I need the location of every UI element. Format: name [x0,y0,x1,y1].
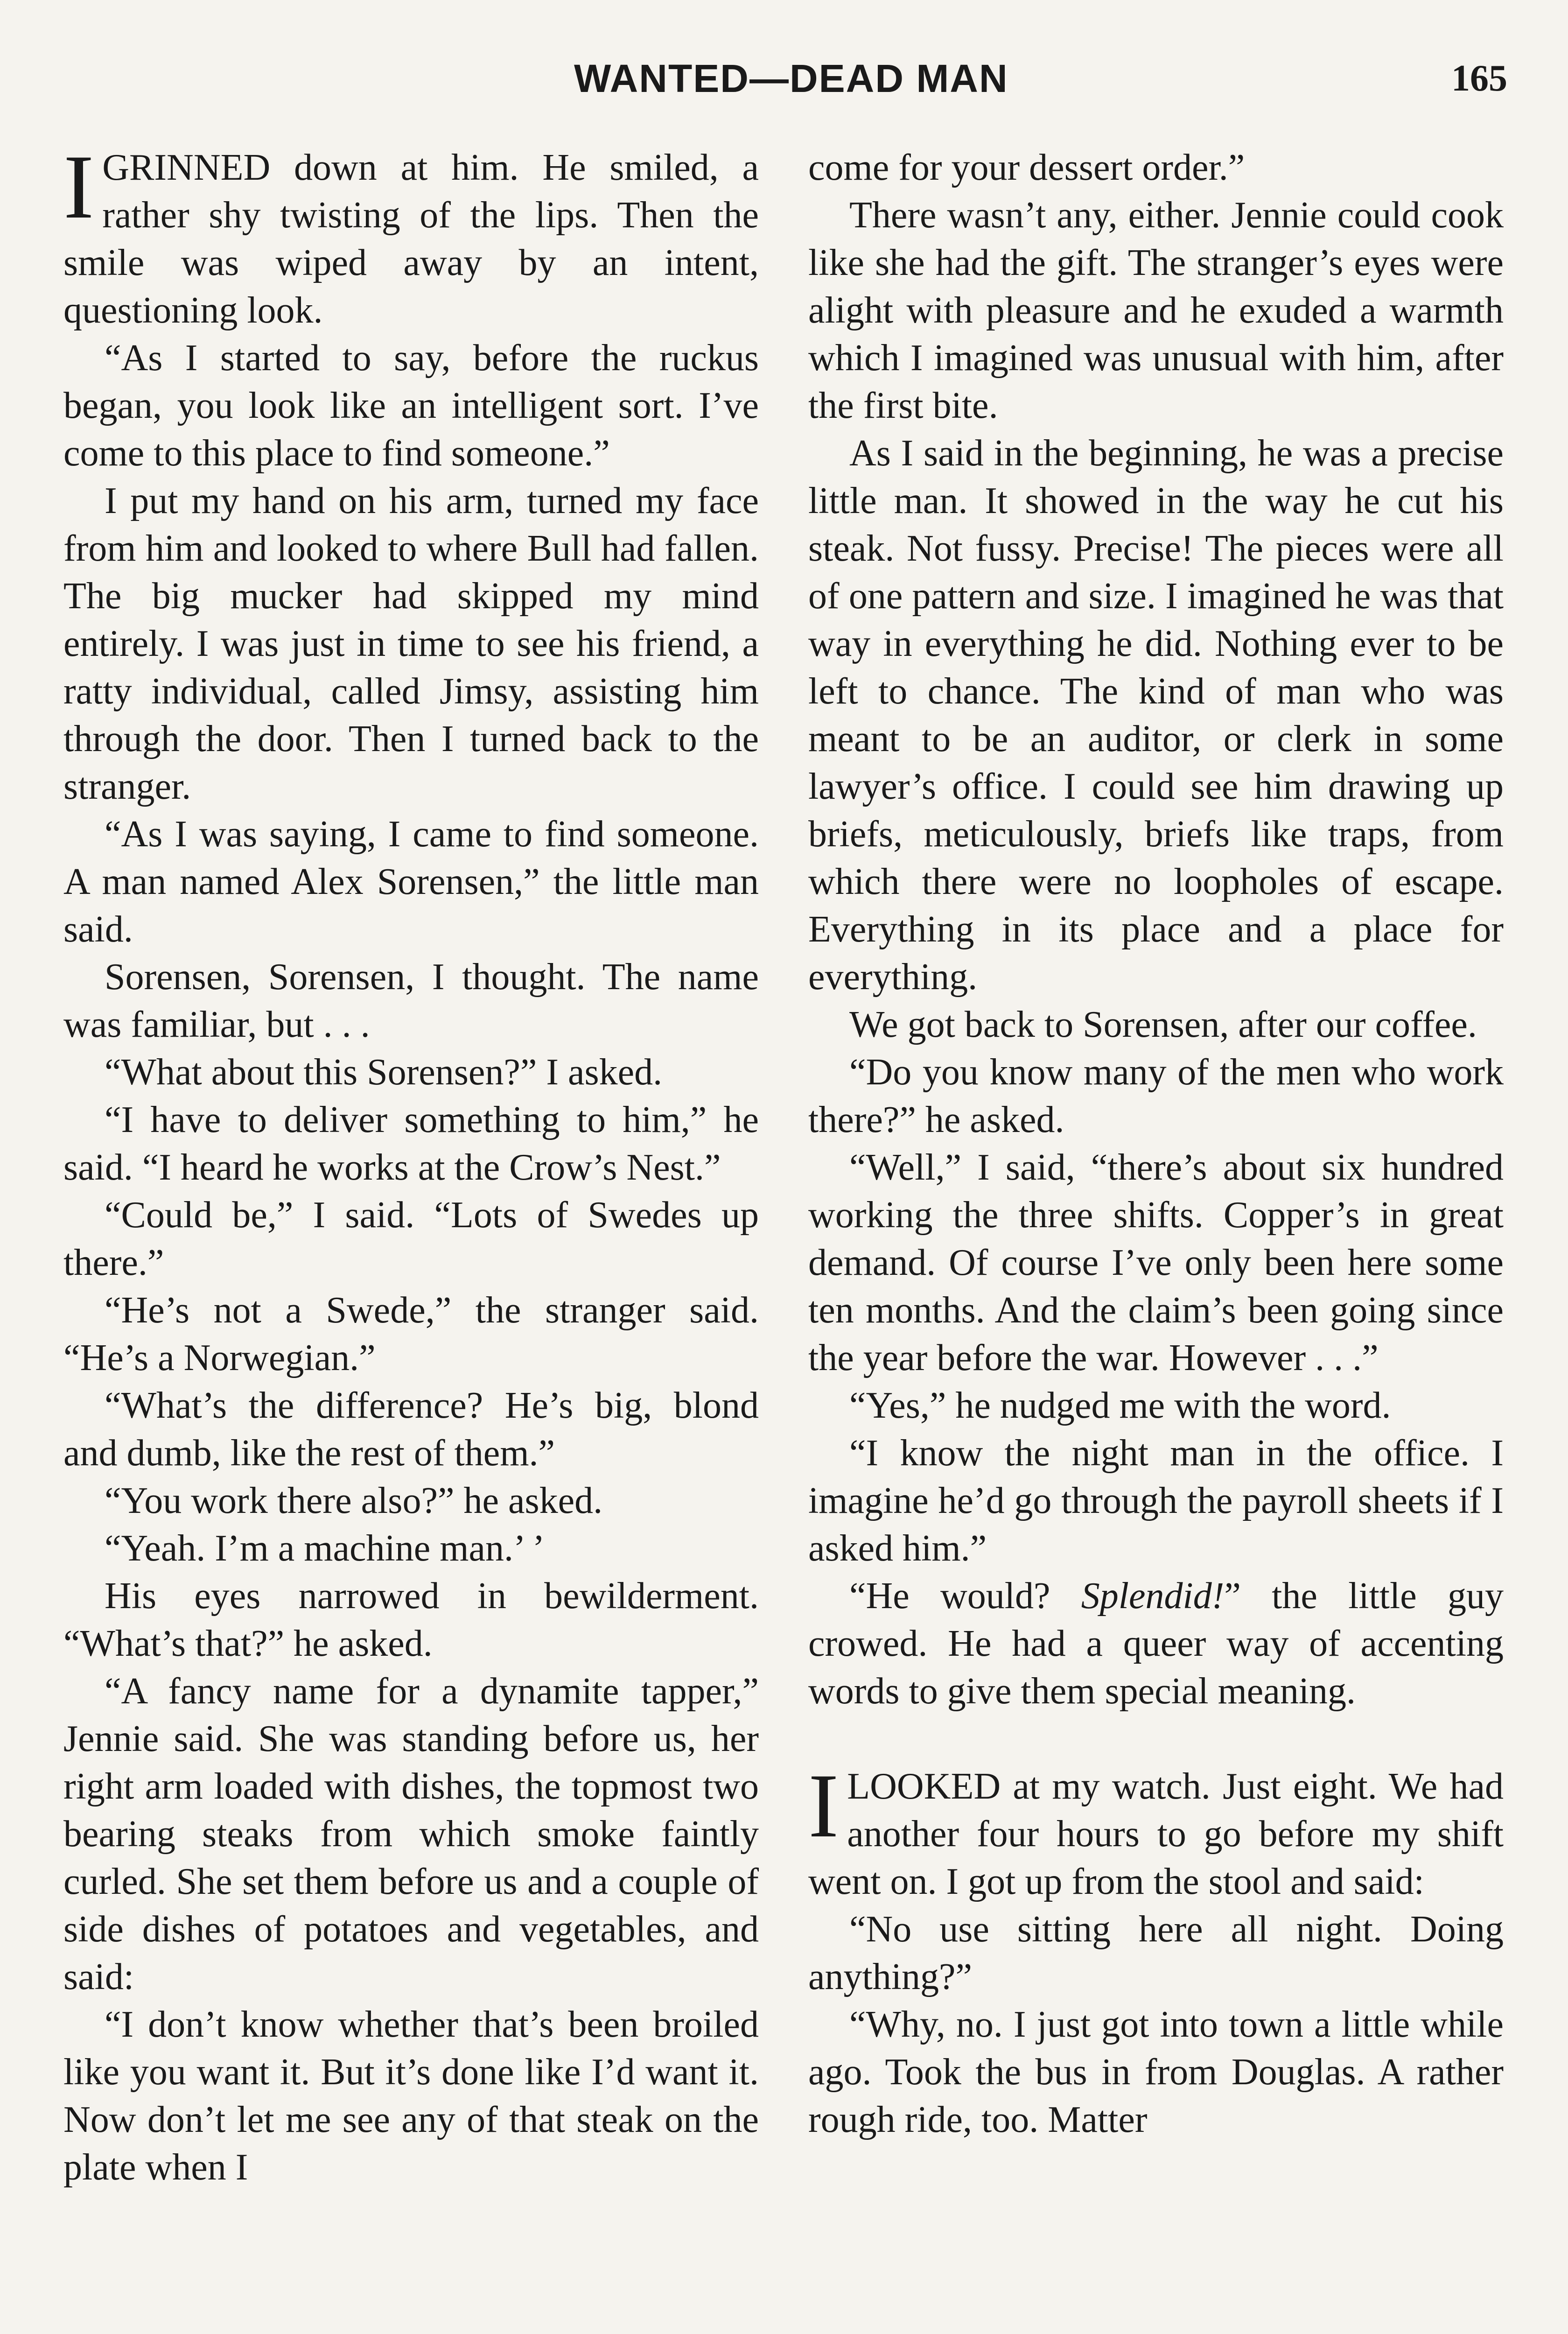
paragraph: “Yeah. I’m a machine man.’ ’ [105,1528,545,1569]
paragraph: “Well,” I said, “there’s about six hundred working the three shifts. Copper’s in great demand. Of course I’ve only been here some ten months. And the claim’s been going since the year before the war. However . . .” [808,1147,1504,1378]
paragraph: There wasn’t any, either. Jennie could cook like she had the gift. The stranger’s eyes were alight with pleasure and he exuded a warmth which I imagined was unusual with him, after the first bite. [808,195,1504,426]
paragraph: “Why, no. I just got into town a little while ago. Took the bus in from Douglas. A rather rough ride, too. Matter [808,2004,1504,2140]
paragraph: “As I started to say, before the ruckus began, you look like an intelligent sort. I’ve come to this place to find someone.” [63,337,759,474]
paragraph: “Yes,” he nudged me with the word. [849,1385,1391,1426]
emphasis-text: Splendid! [1081,1575,1225,1617]
paragraph: come for your dessert order.” [808,147,1245,188]
paragraph [63,144,759,334]
paragraph: Sorensen, Sorensen, I thought. The name was familiar, but . . . [63,956,759,1045]
paragraph: “I know the night man in the office. I imagine he’d go through the payroll sheets if I asked him.” [808,1433,1504,1569]
left-column [63,144,759,2334]
paragraph: “He’s not a Swede,” the stranger said. “He’s a Norwegian.” [63,1290,759,1378]
paragraph: “Do you know many of the men who work there?” he asked. [808,1052,1504,1140]
paragraph [808,1572,1504,1715]
section-break [808,1715,1504,1763]
right-column [808,144,1504,2334]
page-number: 165 [1451,58,1507,99]
drop-cap: I [63,144,94,238]
paragraph [808,1755,1504,1905]
paragraph-text: LOOKED at my watch. Just eight. We had another four hours to go before my shift went on. I got up from the stool and said: [808,1766,1504,1902]
paragraph: His eyes narrowed in bewilderment. “What’s that?” he asked. [63,1575,759,1664]
drop-cap: I [808,1755,839,1856]
paragraph-text: GRINNED down at him. He smiled, a rather shy twisting of the lips. Then the smile was wiped away by an intent, questioning look. [63,147,759,331]
paragraph: “A fancy name for a dynamite tapper,” Jennie said. She was standing before us, her right arm loaded with dishes, the topmost two bearing steaks from which smoke faintly curled. She set them before us and a couple of side dishes of potatoes and vegetables, and said: [63,1671,759,1997]
paragraph: “As I was saying, I came to find someone. A man named Alex Sorensen,” the little man said. [63,814,759,950]
paragraph: “You work there also?” he asked. [105,1480,603,1521]
paragraph-text: ” the little guy crowed. He had a queer way of accenting words to give them special meaning. [808,1575,1504,1712]
paragraph: We got back to Sorensen, after our coffee. [849,1004,1477,1045]
paragraph: “I have to deliver something to him,” he said. “I heard he works at the Crow’s Nest.” [63,1099,759,1188]
paragraph: I put my hand on his arm, turned my face from him and looked to where Bull had fallen. The big mucker had skipped my mind entirely. I was just in time to see his friend, a ratty individual, called Jimsy, assisting him through the door. Then I turned back to the stranger. [63,480,759,807]
paragraph-text: “He would? [849,1575,1081,1617]
paragraph: “What’s the difference? He’s big, blond and dumb, like the rest of them.” [63,1385,759,1474]
paragraph: As I said in the beginning, he was a precise little man. It showed in the way he cut his steak. Not fussy. Precise! The pieces were all of one pattern and size. I imagined he was that way in everything he did. Nothing ever to be left to chance. The kind of man who was meant to be an auditor, or clerk in some lawyer’s office. I could see him drawing up briefs, meticulously, briefs like traps, from which there were no loopholes of escape. Everything in its place and a place for everything. [808,433,1504,998]
paragraph: “What about this Sorensen?” I asked. [105,1052,663,1093]
running-title: WANTED—DEAD MAN [574,56,1008,100]
paragraph: “I don’t know whether that’s been broiled like you want it. But it’s done like I’d want it. Now don’t let me see any of that steak on the plate when I [63,2004,759,2188]
paragraph: “No use sitting here all night. Doing anything?” [808,1909,1504,1997]
paragraph: “Could be,” I said. “Lots of Swedes up there.” [63,1195,759,1283]
